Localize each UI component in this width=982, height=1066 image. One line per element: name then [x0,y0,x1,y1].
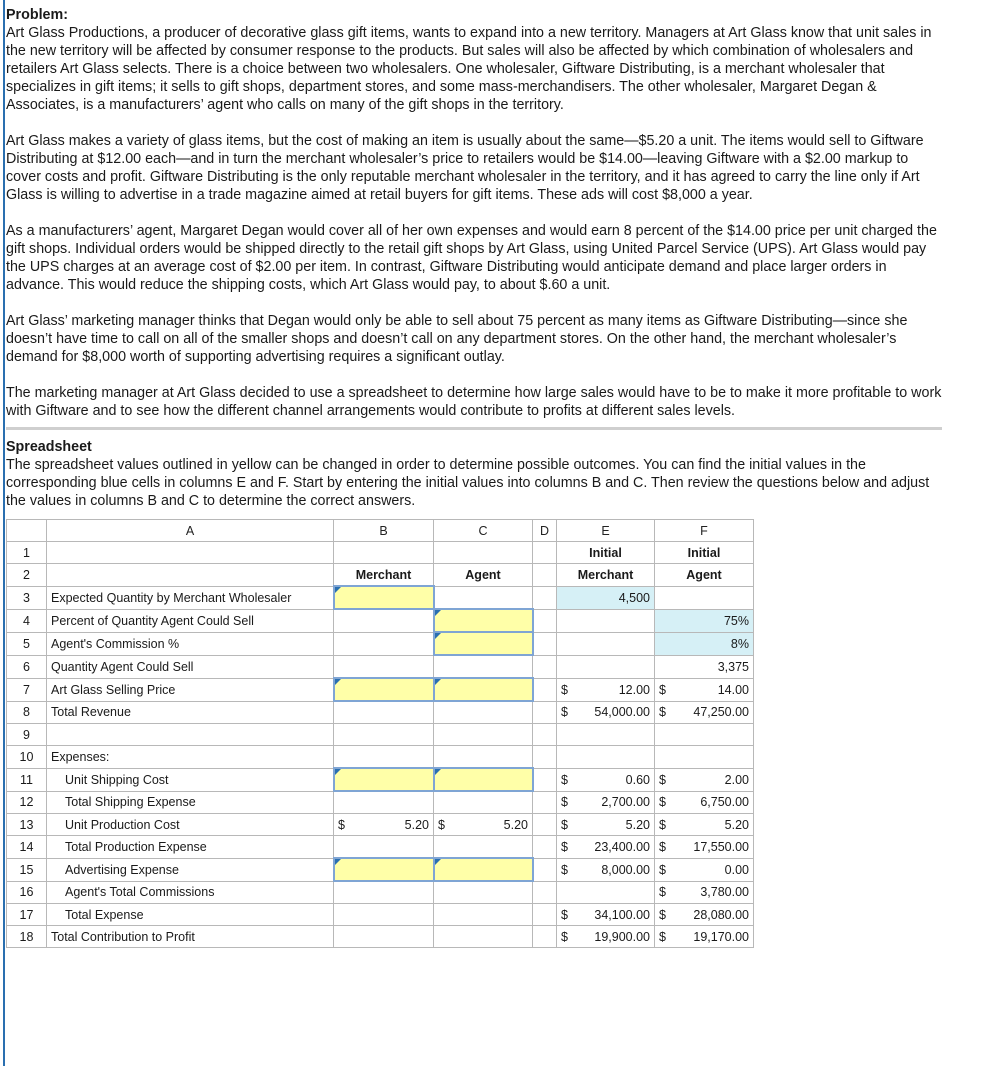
row-number: 8 [7,701,47,724]
sheet-cell [655,836,754,859]
editable-cell[interactable] [434,768,533,791]
row-label: Unit Production Cost [47,814,334,836]
cell-value: 5.20 [625,817,650,832]
table-row [7,836,754,859]
sheet-cell [533,858,557,881]
sheet-cell [434,655,533,678]
row-number: 7 [7,678,47,701]
currency-symbol: $ [561,817,568,832]
cell-value: 54,000.00 [594,705,650,720]
row-label: Advertising Expense [47,858,334,881]
currency-symbol: $ [561,705,568,720]
sheet-cell [557,836,655,859]
currency-symbol: $ [561,929,568,944]
sheet-cell [557,746,655,769]
row-number: 14 [7,836,47,859]
row-label: Quantity Agent Could Sell [47,655,334,678]
table-row [7,724,754,746]
sheet-cell [557,881,655,904]
currency-symbol: $ [561,862,568,877]
sheet-cell [434,542,533,564]
editable-cell[interactable] [334,768,434,791]
row-label: Total Production Expense [47,836,334,859]
row-number: 18 [7,926,47,948]
problem-heading: Problem: [6,7,68,23]
cell-value: 28,080.00 [693,907,749,922]
sheet-cell [434,586,533,609]
sheet-cell [334,904,434,926]
currency-symbol: $ [659,817,666,832]
row-number: 13 [7,814,47,836]
problem-paragraph: Art Glass makes a variety of glass items, but the cost of making an item is usually about the same—$5.20 a unit. The items would sell to Giftware Distributing at $12.00 each—and in turn the merchant wholesaler’s price to retailers would be $14.00—leaving Giftware with a $2.00 markup to cover costs and profit. Giftware Distributing is the only reputable merchant wholesaler in the territory, and it has agreed to carry the line only if Art Glass is willing to advertise in a trade magazine aimed at retail buyers for gift items. These ads will cost $8,000 a year. [6,133,924,203]
row-label: Total Expense [47,904,334,926]
row-number: 16 [7,881,47,904]
table-row [7,791,754,814]
row-label [47,724,334,746]
currency-symbol: $ [561,907,568,922]
problem-paragraph: As a manufacturers’ agent, Margaret Degan would cover all of her own expenses and would earn 8 percent of the $14.00 price per unit charged the gift shops. Individual orders would be shipped directly to the retail gift shops by Art Glass, using United Parcel Service (UPS). Art Glass would pay the UPS charges at an average cost of $2.00 per item. In contrast, Giftware Distributing would anticipate demand and place larger orders in advance. This would reduce the shipping costs, which Art Glass would pay, to about $.60 a unit. [6,223,937,293]
cell-value: 0.60 [625,772,650,787]
row-number: 11 [7,768,47,791]
sheet-cell [557,678,655,701]
left-border [3,0,5,1066]
column-header: B [334,520,434,542]
cell-value: 5.20 [404,817,429,832]
problem-paragraph: Art Glass’ marketing manager thinks that Degan would only be able to sell about 75 percent as many items as Giftware Distributing—since she doesn’t have time to call on all of the smaller shops and doesn’t call on any department stores. On the other hand, the merchant wholesaler’s demand for $8,000 worth of supporting advertising requires a significant outlay. [6,313,908,365]
sheet-cell [533,724,557,746]
page-content [6,6,946,948]
sheet-cell [655,791,754,814]
column-header: D [533,520,557,542]
sheet-cell [557,814,655,836]
sheet-cell [533,746,557,769]
sheet-cell [655,586,754,609]
spreadsheet-intro: The spreadsheet values outlined in yellow can be changed in order to determine possible outcomes. You can find the initial values in the corresponding blue cells in columns E and F. Start by entering the initial values into columns B and C. Then review the questions below and adjust the values in columns B and C to determine the correct answers. [6,457,930,509]
row-number: 4 [7,609,47,632]
cell-value: 0.00 [724,862,749,877]
table-row [7,814,754,836]
table-row [7,746,754,769]
sheet-cell [533,678,557,701]
sheet-cell [533,632,557,655]
sheet-cell [434,724,533,746]
row-label: Expected Quantity by Merchant Wholesaler [47,586,334,609]
sheet-cell [655,926,754,948]
editable-cell[interactable] [434,858,533,881]
sheet-cell [533,814,557,836]
column-header-row [7,520,754,542]
sheet-cell [655,746,754,769]
sheet-cell [533,542,557,564]
table-row [7,678,754,701]
sheet-cell [434,881,533,904]
row-number: 5 [7,632,47,655]
cell-value: 2.00 [724,772,749,787]
sheet-cell [533,791,557,814]
currency-symbol: $ [561,795,568,810]
sheet-cell: 75% [655,609,754,632]
sheet-cell [334,655,434,678]
row-number: 9 [7,724,47,746]
table-row [7,632,754,655]
editable-cell[interactable] [334,858,434,881]
currency-symbol: $ [561,682,568,697]
cell-value: 5.20 [724,817,749,832]
sheet-cell: 4,500 [557,586,655,609]
corner-cell [7,520,47,542]
table-row [7,858,754,881]
sheet-cell [334,836,434,859]
sheet-cell [557,926,655,948]
col-f-initial: Initial [655,542,754,564]
row-number: 17 [7,904,47,926]
editable-cell[interactable] [434,632,533,655]
sheet-cell [334,701,434,724]
sheet-cell [434,814,533,836]
column-header: F [655,520,754,542]
sheet-cell [655,768,754,791]
sheet-cell [557,724,655,746]
row-label: Total Revenue [47,701,334,724]
col-c-header: Agent [434,564,533,587]
sheet-cell [434,836,533,859]
sheet-cell: 3,375 [655,655,754,678]
sheet-cell: 8% [655,632,754,655]
sheet-cell [334,632,434,655]
row-label: Percent of Quantity Agent Could Sell [47,609,334,632]
cell-value: 17,550.00 [693,839,749,854]
editable-cell[interactable] [334,586,434,609]
currency-symbol: $ [438,817,445,832]
currency-symbol: $ [659,907,666,922]
table-row [7,586,754,609]
table-row [7,926,754,948]
column-header: E [557,520,655,542]
table-row [7,768,754,791]
row-label: Unit Shipping Cost [47,768,334,791]
table-row [7,609,754,632]
sheet-cell [533,586,557,609]
row-label: Art Glass Selling Price [47,678,334,701]
sheet-cell [655,724,754,746]
sheet-cell [655,858,754,881]
row-number: 10 [7,746,47,769]
sheet-cell [533,564,557,587]
row-number: 6 [7,655,47,678]
cell-value: 2,700.00 [601,795,650,810]
sheet-cell [434,746,533,769]
editable-cell[interactable] [334,678,434,701]
sheet-cell [557,791,655,814]
currency-symbol: $ [659,929,666,944]
row-label: Total Contribution to Profit [47,926,334,948]
sheet-cell [655,881,754,904]
cell-value: 3,780.00 [700,885,749,900]
sheet-cell [334,814,434,836]
cell-value: 6,750.00 [700,795,749,810]
table-row [7,881,754,904]
row-number: 12 [7,791,47,814]
sheet-cell [655,904,754,926]
sheet-cell [434,701,533,724]
row-label: Expenses: [47,746,334,769]
spreadsheet-table [6,519,754,948]
currency-symbol: $ [659,862,666,877]
editable-cell[interactable] [434,678,533,701]
sheet-cell [655,678,754,701]
sheet-cell [533,701,557,724]
currency-symbol: $ [659,682,666,697]
section-divider [6,427,942,430]
sheet-cell [533,881,557,904]
sheet-cell [533,655,557,678]
sheet-cell [533,836,557,859]
sheet-cell [557,858,655,881]
editable-cell[interactable] [434,609,533,632]
row-number: 2 [7,564,47,587]
currency-symbol: $ [561,839,568,854]
column-header: C [434,520,533,542]
cell-value: 12.00 [618,682,650,697]
table-row [7,655,754,678]
table-row [7,701,754,724]
sheet-cell [334,746,434,769]
row-label: Total Shipping Expense [47,791,334,814]
row-label [47,564,334,587]
sheet-cell [334,724,434,746]
sheet-cell [334,542,434,564]
currency-symbol: $ [561,772,568,787]
cell-value: 19,900.00 [594,929,650,944]
sheet-cell [655,814,754,836]
row-label: Agent's Commission % [47,632,334,655]
cell-value: 34,100.00 [594,907,650,922]
row-label: Agent's Total Commissions [47,881,334,904]
table-row [7,542,754,564]
row-number: 3 [7,586,47,609]
col-f-header: Agent [655,564,754,587]
cell-value: 23,400.00 [594,839,650,854]
sheet-cell [434,791,533,814]
currency-symbol: $ [659,772,666,787]
row-number: 15 [7,858,47,881]
row-label [47,542,334,564]
col-b-header: Merchant [334,564,434,587]
sheet-cell [655,701,754,724]
cell-value: 14.00 [717,682,749,697]
table-row [7,564,754,587]
sheet-cell [533,904,557,926]
problem-paragraph: The marketing manager at Art Glass decided to use a spreadsheet to determine how large sales would have to be to make it more profitable to work with Giftware and to see how the different channel arrangements would contribute to profits at different sales levels. [6,385,942,419]
sheet-cell [557,632,655,655]
cell-value: 19,170.00 [693,929,749,944]
table-row [7,904,754,926]
col-e-initial: Initial [557,542,655,564]
problem-paragraph: Art Glass Productions, a producer of decorative glass gift items, wants to expand into a new territory. Managers at Art Glass know that unit sales in the new territory will be affected by consumer response to the products. But sales will also be affected by which combination of wholesalers and retailers Art Glass selects. There is a choice between two wholesalers. One wholesaler, Giftware Distributing, is a merchant wholesaler that specializes in gift items; it sells to gift shops, department stores, and some mass-merchandisers. The other wholesaler, Margaret Degan & Associates, is a manufacturers’ agent who calls on many of the gift shops in the territory. [6,25,932,113]
currency-symbol: $ [338,817,345,832]
currency-symbol: $ [659,839,666,854]
spreadsheet-heading: Spreadsheet [6,439,92,455]
sheet-cell [334,926,434,948]
sheet-cell [334,791,434,814]
currency-symbol: $ [659,705,666,720]
cell-value: 8,000.00 [601,862,650,877]
sheet-cell [533,609,557,632]
sheet-cell [434,904,533,926]
currency-symbol: $ [659,885,666,900]
col-e-header: Merchant [557,564,655,587]
column-header: A [47,520,334,542]
sheet-cell [434,926,533,948]
sheet-cell [557,904,655,926]
sheet-cell [557,768,655,791]
sheet-cell [334,609,434,632]
sheet-cell [533,926,557,948]
sheet-cell [557,655,655,678]
cell-value: 5.20 [503,817,528,832]
sheet-cell [533,768,557,791]
row-number: 1 [7,542,47,564]
sheet-cell [557,701,655,724]
cell-value: 47,250.00 [693,705,749,720]
currency-symbol: $ [659,795,666,810]
sheet-cell [557,609,655,632]
sheet-cell [334,881,434,904]
